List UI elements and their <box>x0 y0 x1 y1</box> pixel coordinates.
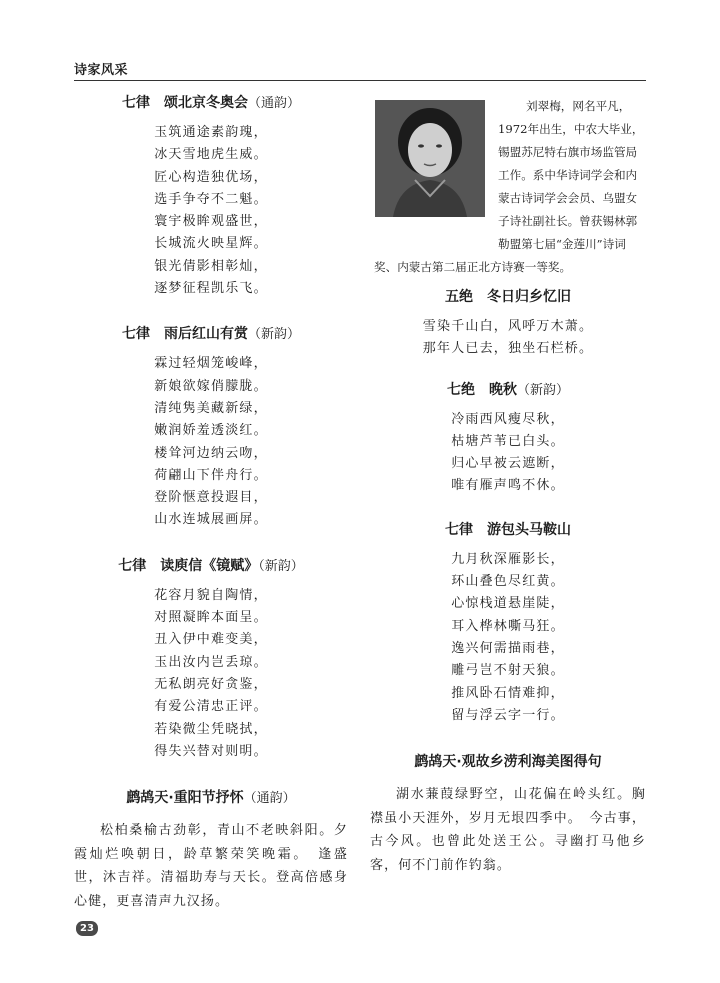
bio-line: 1972年出生，中农大毕业， <box>498 122 644 136</box>
poem-body <box>74 585 348 763</box>
poem-late-autumn <box>370 379 646 498</box>
bio-line: 子诗社副社长。曾获锡林郭 <box>498 214 638 228</box>
poem-line: 对照凝眸本面呈。 <box>154 610 268 626</box>
poem-line: 选手争夺不二魁。 <box>154 191 268 207</box>
poem-line: 雕弓岂不射天狼。 <box>451 663 565 679</box>
ci-body: 松柏桑榆古劲彰，青山不老映斜阳。夕霞灿烂唤朝日，龄草繁荣笑晚霜。 逢盛世，沐吉祥。清福助寿与天长。登高倍感身心健，更喜清声九汉扬。 <box>74 823 348 909</box>
bio-line: 蒙古诗词学会会员、乌盟女 <box>498 191 638 205</box>
poem-winter-home <box>370 286 646 361</box>
poem-mirror-fu <box>74 555 348 763</box>
poem-title: 鹧鸪天·观故乡涝利海美图得句 <box>414 754 602 771</box>
poem-line: 得失兴替对则明。 <box>154 743 268 759</box>
poem-line: 雪染千山白，风呼万木萧。 <box>422 319 594 334</box>
poem-body <box>370 316 646 361</box>
right-column <box>370 92 646 877</box>
section-label: 诗家风采 <box>74 63 129 78</box>
poem-maanshan <box>370 519 646 727</box>
bio-line: 刘翠梅，网名平凡， <box>526 99 631 113</box>
poem-line: 玉筑通途素韵瑰， <box>154 125 268 140</box>
poem-line: 枯塘芦苇已白头。 <box>451 433 565 449</box>
poem-line: 环山叠色尽红黄。 <box>451 574 565 590</box>
poem-title: 七绝 晚秋（新韵） <box>446 381 569 398</box>
page-number: 23 <box>76 921 98 936</box>
bio-line: 锡盟苏尼特右旗市场监管局 <box>498 145 638 159</box>
poem-title: 五绝 冬日归乡忆旧 <box>445 289 571 305</box>
ci-body: 湖水蒹葭绿野空，山花偏在岭头红。胸襟虽小天涯外，岁月无垠四季中。 今古事，古今风。也曾此处送王公。寻幽打马他乡客，何不门前作钓翁。 <box>370 787 646 873</box>
poem-red-mountain <box>74 323 348 531</box>
poem-line: 清纯隽美藏新绿， <box>154 400 268 416</box>
ci-double-ninth <box>74 787 348 913</box>
poem-line: 有爱公清忠正评。 <box>154 699 268 715</box>
poem-line: 心惊栈道悬崖陡， <box>451 596 565 612</box>
poem-line: 九月秋深雁影长， <box>451 551 565 567</box>
poem-title: 七律 雨后红山有赏（新韵） <box>121 326 300 343</box>
poem-line: 匠心构造独优场， <box>154 169 268 185</box>
poem-line: 无私朗亮好贪鉴， <box>154 676 268 692</box>
poem-line: 逸兴何需描雨巷， <box>451 640 565 656</box>
poem-line: 寰宇极眸观盛世， <box>154 214 268 230</box>
poem-line: 楼耸河边纳云吻， <box>154 445 268 461</box>
bio-line: 奖、内蒙古第二届正北方诗赛一等奖。 <box>374 260 572 274</box>
poem-body <box>74 122 348 300</box>
poem-body <box>370 409 646 498</box>
bio-line: 工作。系中华诗词学会和内 <box>498 168 638 182</box>
poem-title: 七律 游包头马鞍山 <box>445 521 571 538</box>
poem-body <box>370 549 646 727</box>
poem-line: 霖过轻烟笼峻峰， <box>154 356 268 372</box>
poem-line: 长城流火映星辉。 <box>154 236 268 252</box>
poem-title: 鹧鸪天·重阳节抒怀（通韵） <box>126 790 296 807</box>
poem-line: 新娘欲嫁俏朦胧。 <box>154 378 268 394</box>
poem-title: 七律 颂北京冬奥会（通韵） <box>121 95 300 111</box>
poem-line: 那年人已去，独坐石栏桥。 <box>422 341 594 357</box>
poem-line: 冰天雪地虎生威。 <box>154 147 268 163</box>
poem-line: 银光倩影相彰灿， <box>154 258 268 274</box>
bio-line: 勒盟第七届“金莲川”诗词 <box>498 237 626 251</box>
poem-body <box>74 353 348 531</box>
poem-winter-olympics <box>74 92 348 300</box>
poem-line: 登阶惬意投遐目， <box>154 490 268 506</box>
bio-text <box>370 95 646 279</box>
poem-line: 逐梦征程凯乐飞。 <box>154 281 268 297</box>
poem-line: 唯有雁声鸣不休。 <box>451 478 565 494</box>
poem-line: 推风卧石情难抑， <box>451 685 565 701</box>
poem-line: 嫩润娇羞透淡红。 <box>154 423 268 439</box>
poem-line: 玉出汝内岂丢琼。 <box>154 654 268 670</box>
poem-line: 冷雨西风瘦尽秋， <box>451 411 565 427</box>
poem-line: 耳入桦林嘶马狂。 <box>451 618 565 634</box>
poem-line: 归心早被云遮断， <box>451 456 565 472</box>
author-bio <box>370 92 646 274</box>
poem-title: 七律 读庾信《镜赋》（新韵） <box>118 557 304 574</box>
poem-line: 丑入伊中难变美， <box>154 632 268 648</box>
poem-line: 山水连城展画屏。 <box>154 512 268 528</box>
poem-line: 荷翩山下伴舟行。 <box>154 467 268 483</box>
ci-laolihai <box>370 751 646 877</box>
poem-line: 若染微尘凭晓拭， <box>154 721 268 737</box>
poem-line: 留与浮云字一行。 <box>451 707 565 723</box>
page-header <box>74 56 646 81</box>
left-column <box>74 92 348 913</box>
poem-line: 花容月貌自陶情， <box>154 587 268 603</box>
